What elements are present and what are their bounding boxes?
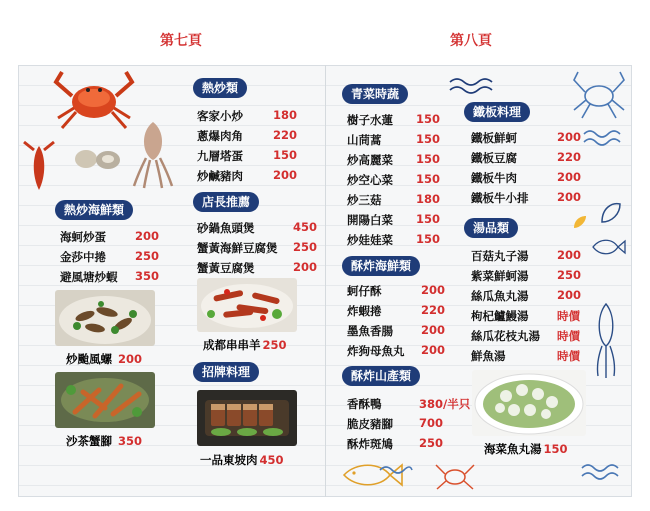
- menu-item: 鮮魚湯 時價: [471, 349, 580, 363]
- dish-caption: 炒颱風螺 200: [66, 352, 143, 366]
- menu-item: 墨魚香腸 200: [347, 323, 446, 338]
- menu-item: 炒空心菜 150: [347, 172, 441, 187]
- section-header-greens: 青菜時蔬: [342, 84, 408, 104]
- menu-item: 百菇丸子湯 200: [471, 248, 582, 263]
- dish-photo-snails: [55, 290, 155, 346]
- section-header-stir-fry: 熱炒類: [193, 78, 247, 98]
- squid-icon: [128, 118, 178, 190]
- oyster-icon: [74, 146, 122, 172]
- wave-icon-bottom: [580, 462, 624, 486]
- crab-icon-outline: [568, 66, 630, 122]
- menu-item: 客家小炒 180: [197, 108, 298, 123]
- dish-photo-dongpo-pork: [197, 390, 297, 446]
- menu-item: 枸杞鱸鰻湯 時價: [471, 309, 580, 323]
- menu-item: 蟹黃海鮮豆腐煲 250: [197, 240, 318, 255]
- menu-item: 鐵板豆腐 220: [471, 150, 582, 165]
- menu-item: 炸蝦捲 220: [347, 303, 446, 318]
- menu-item: 蔥爆肉角 220: [197, 128, 298, 143]
- menu-item: 炸狗母魚丸 200: [347, 343, 446, 358]
- page-fold: [325, 65, 326, 497]
- wave-icon: [448, 76, 500, 100]
- crayfish-icon: [22, 140, 56, 195]
- squid-icon-outline: [590, 300, 622, 380]
- menu-item: 開陽白菜 150: [347, 212, 441, 227]
- wave-icon-mid: [378, 464, 414, 480]
- menu-item: 山茼蒿 150: [347, 132, 441, 147]
- dish-caption: 成都串串羊 250: [203, 338, 287, 352]
- section-header-teppanyaki: 鐵板料理: [464, 102, 530, 122]
- crab-icon-outline-bottom: [432, 455, 478, 495]
- section-header-seafood-stir-fry: 熱炒海鮮類: [55, 200, 133, 220]
- menu-item: 酥炸斑鳩 250: [347, 436, 444, 451]
- menu-item: 紫菜鮮蚵湯 250: [471, 268, 582, 283]
- leaf-icon-2: [572, 214, 588, 230]
- menu-item: 炒鹹豬肉 200: [197, 168, 298, 183]
- dish-photo-lamb-skewers: [197, 278, 297, 332]
- section-header-soups: 湯品類: [464, 218, 518, 238]
- crab-icon: [48, 62, 140, 140]
- section-header-signature: 招牌料理: [193, 362, 259, 382]
- section-header-fried-mountain: 酥炸山產類: [342, 366, 420, 386]
- dish-caption: 海菜魚丸湯 150: [484, 442, 568, 456]
- page-label-left: 第七頁: [160, 33, 202, 49]
- menu-item: 絲瓜花枝丸湯 時價: [471, 329, 580, 343]
- menu-item: 絲瓜魚丸湯 200: [471, 288, 582, 303]
- menu-item: 炒娃娃菜 150: [347, 232, 441, 247]
- page-label-right: 第八頁: [450, 33, 492, 49]
- dish-caption: 一品東坡肉 450: [200, 453, 284, 467]
- menu-item: 金莎中捲 250: [60, 249, 160, 264]
- menu-item: 鐵板牛小排 200: [471, 190, 582, 205]
- menu-item: 海蚵炒蛋 200: [60, 229, 160, 244]
- menu-item: 避風塘炒蝦 350: [60, 269, 160, 284]
- menu-item: 九層塔蛋 150: [197, 148, 298, 163]
- menu-item: 炒三菇 180: [347, 192, 441, 207]
- dish-photo-crab-legs: [55, 372, 155, 428]
- menu-item: 炒高麗菜 150: [347, 152, 441, 167]
- menu-item: 鐵板牛肉 200: [471, 170, 582, 185]
- menu-item: 樹子水蓮 150: [347, 112, 441, 127]
- wave-icon-right: [582, 128, 622, 152]
- menu-item: 蚵仔酥 200: [347, 283, 446, 298]
- menu-item: 鐵板鮮蚵 200: [471, 130, 582, 145]
- menu-item: 蟹黃豆腐煲 200: [197, 260, 318, 275]
- dish-caption: 沙茶蟹腳 350: [66, 434, 143, 448]
- section-header-recommend: 店長推薦: [193, 192, 259, 212]
- fish-icon-outline: [590, 236, 626, 258]
- menu-item: 香酥鴨 380/半只: [347, 397, 471, 411]
- dish-photo-fishball-soup: [472, 370, 586, 436]
- section-header-fried-seafood: 酥炸海鮮類: [342, 256, 420, 276]
- menu-item: 脆皮豬腳 700: [347, 416, 444, 431]
- menu-item: 砂鍋魚頭煲 450: [197, 220, 318, 235]
- leaf-icon: [598, 200, 624, 226]
